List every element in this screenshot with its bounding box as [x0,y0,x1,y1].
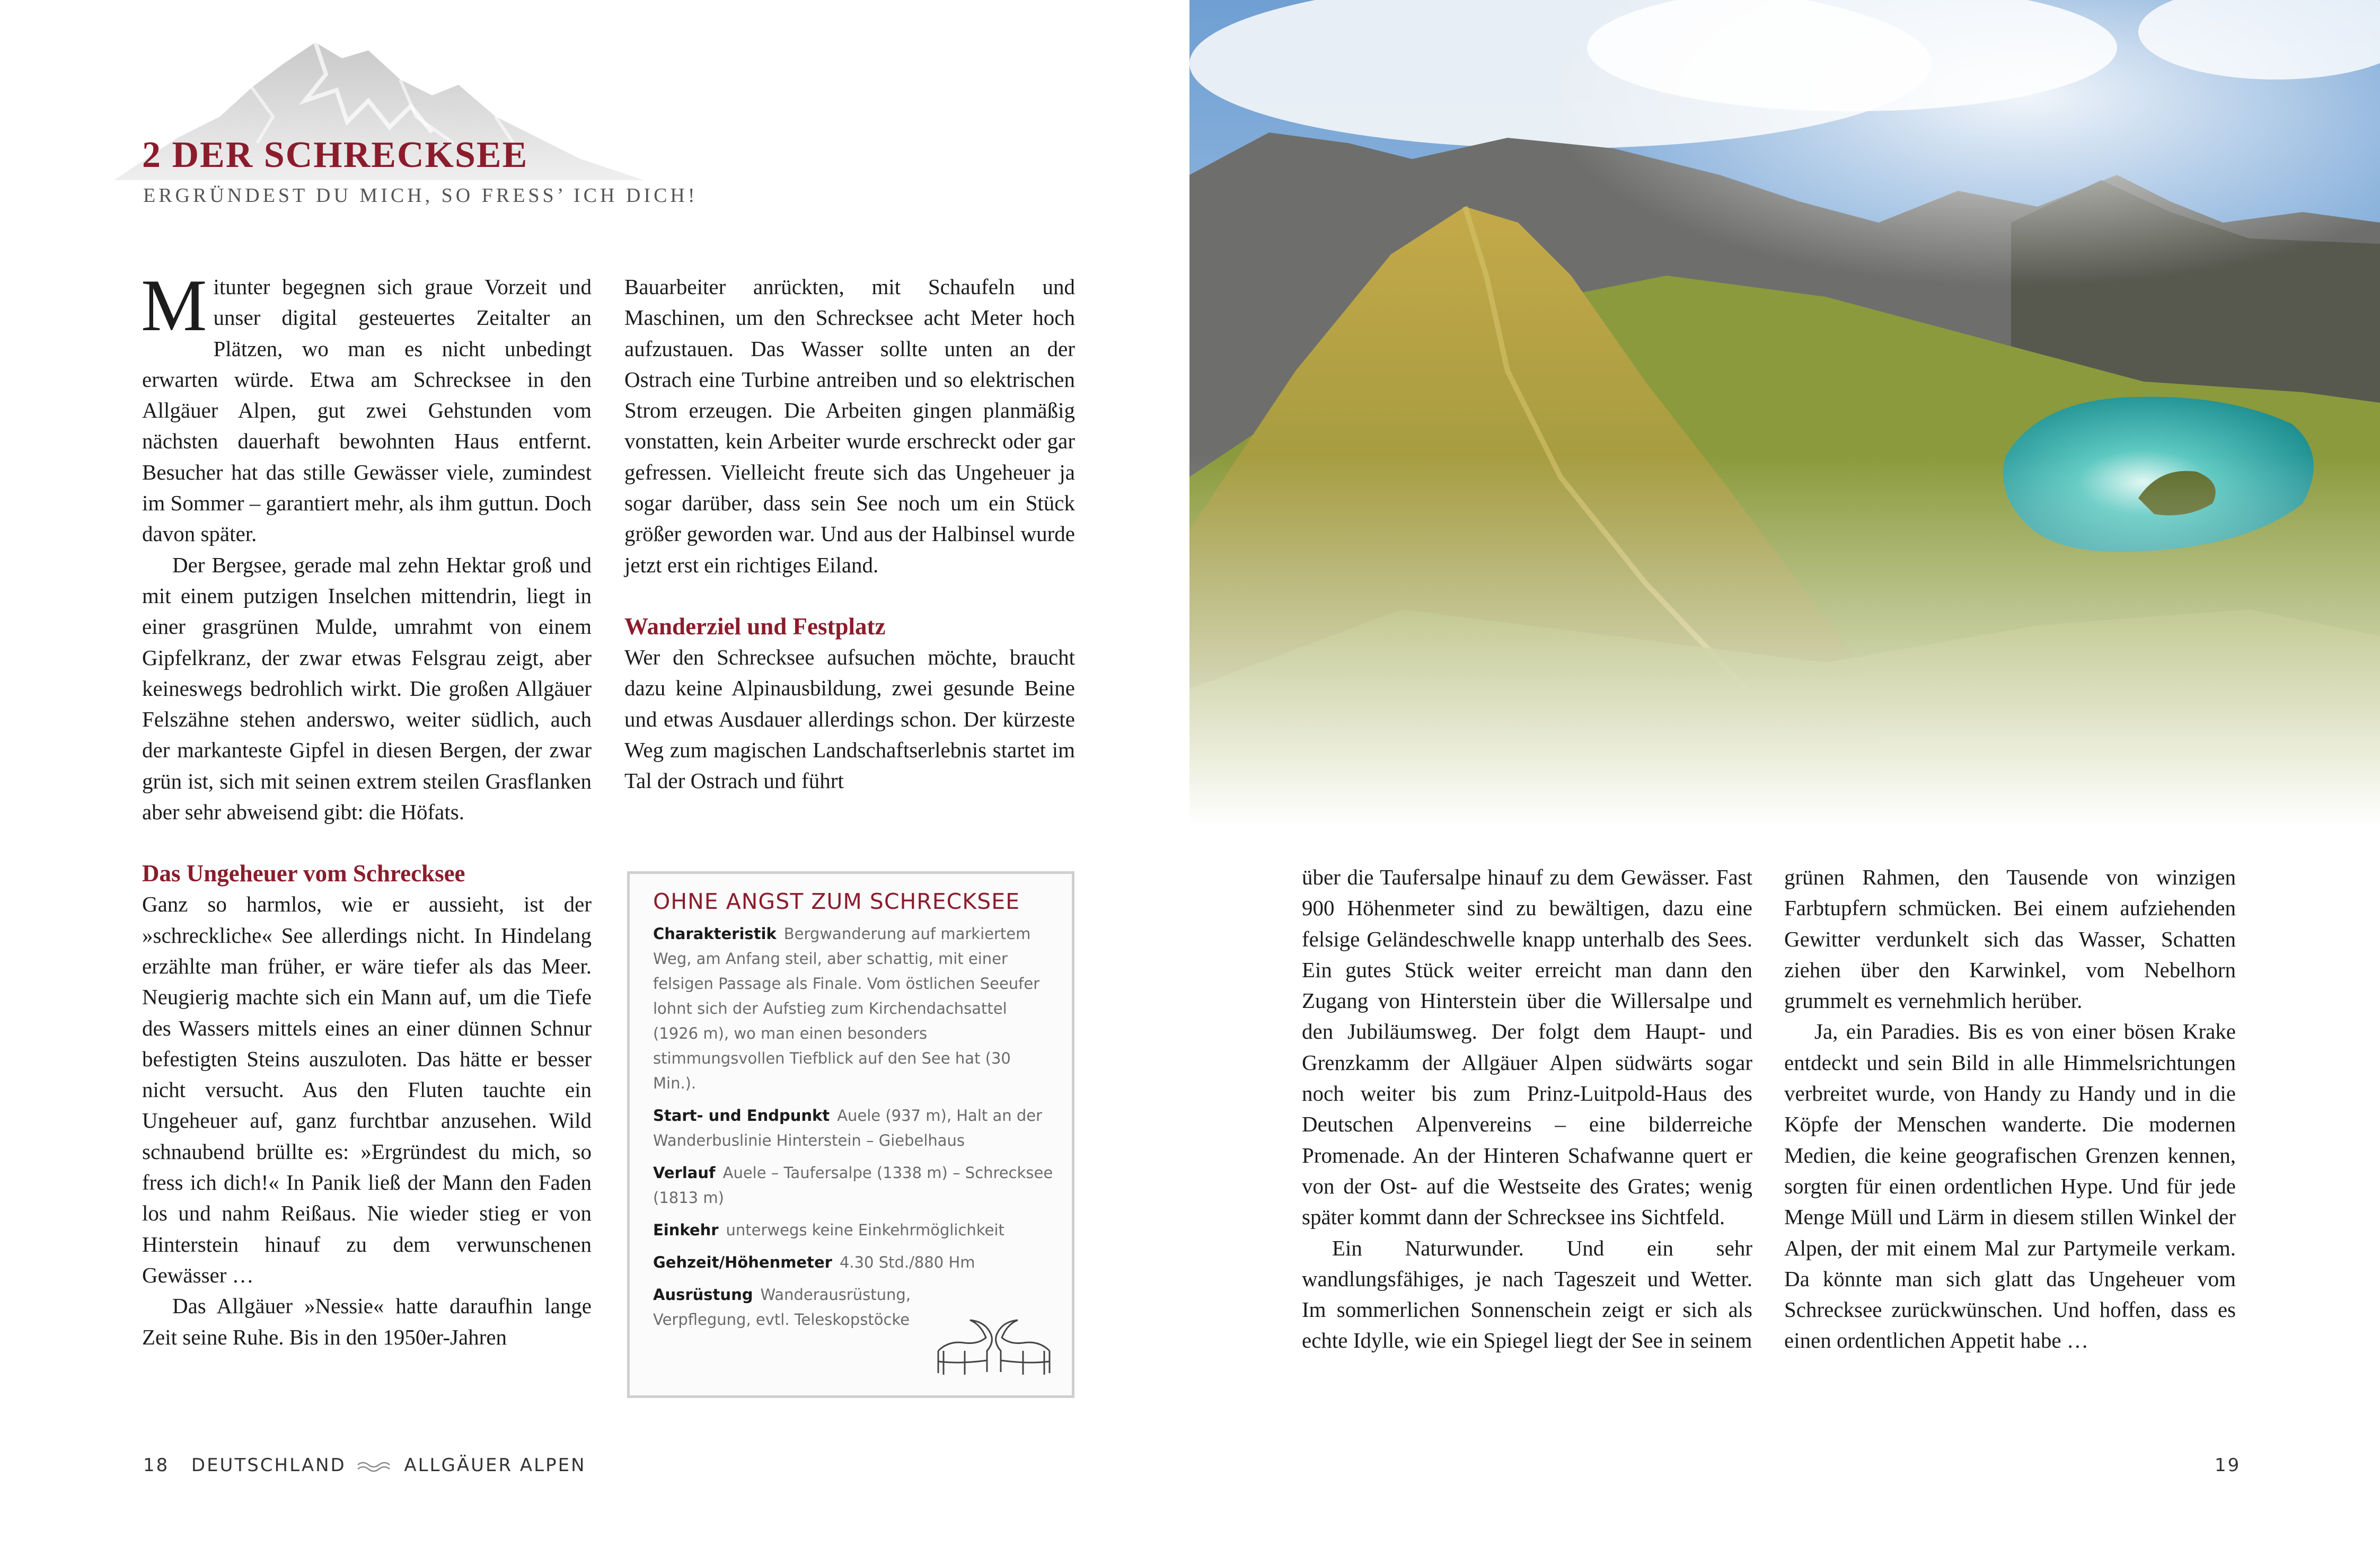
chapter-subtitle: ERGRÜNDEST DU MICH, SO FRESS’ ICH DICH! [143,184,698,207]
chapter-title: 2 DER SCHRECKSEE [142,135,528,175]
paragraph: Ja, ein Paradies. Bis es von einer bösen Krake entdeckt und sein Bild in alle Himmelsrichtungen verbreitet wurde, von Handy zu Handy und in die Köpfe der Menschen wanderte. Die modernen Medien, die keine geografischen Grenzen kennen, sorgten für einen ordentlichen Hype. Und für jede Menge Müll und Lärm in diesem stillen Winkel der Alpen, der mit einem Mal zur Partymeile verkam. Da könnte man sich glatt das Ungeheuer vom Schrecksee zurückwünschen. Und hoffen, dass es einen ordentlichen Appetit habe … [1784,1019,2236,1353]
info-item-start: Start- und Endpunkt Auele (937 m), Halt an der Wanderbuslinie Hinterstein – Giebelhaus [653,1107,1043,1149]
ibex-icon [928,1314,1060,1383]
drop-cap: M [141,264,207,347]
paragraph: Ganz so harmlos, wie er aussieht, ist der »schreckliche« See allerdings nicht. In Hindelang erzählte man früher, er wäre tiefer als das Meer. Neugierig machte sich ein Mann auf, um die Tiefe des Wassers mittels eines an einer dünnen Schnur befestigten Steins auszuloten. Das hätte er besser nicht versucht. Aus den Fluten tauchte ein Ungeheuer auf, ganz furchtbar anzusehen. Wild schnaubend brüllte es: »Ergründest du mich, so fress ich dich!« In Panik ließ der Mann den Faden los und nahm Reißaus. Nie wieder stieg er von Hinterstein hinauf zu dem verwunschenen Gewässer … [142,892,592,1287]
paragraph: Ein Naturwunder. Und ein sehr wandlungsfähiges, je nach Tageszeit und Wetter. Im sommerlichen Sonnenschein zeigt er sich als echte Idylle, wie ein Spiegel liegt der See in seinem [1302,1235,1752,1353]
paragraph: grünen Rahmen, den Tausende von winzigen Farbtupfern schmücken. Bei einem aufziehenden Gewitter verdunkelt sich das Wasser, Schatten ziehen über den Karwinkel, vom Nebelhorn grummelt es vernehmlich herüber. [1784,865,2236,1013]
lake-landscape-photo [1189,0,2380,827]
page-number-left: 18 [143,1455,170,1476]
info-item-characteristics: Charakteristik Bergwanderung auf markiertem Weg, am Anfang steil, aber schattig, mit einer felsigen Passage als Finale. Vom östlichen Seeufer lohnt sich der Aufstieg zum Kirchendachsattel (1926 m), wo man einen besonders stimmungsvollen Tiefblick auf den See hat (30 Min.). [653,925,1040,1092]
intro-paragraph [141,264,592,550]
footer-left [143,1455,586,1476]
info-item-equipment: Ausrüstung Wanderausrüstung, Verpflegung, evtl. Teleskopstöcke [653,1286,911,1329]
column-1 [141,264,592,1352]
info-box [627,871,1074,1398]
page-number-right: 19 [2215,1455,2241,1476]
wave-ornament-icon [357,1459,394,1473]
paragraph: über die Taufersalpe hinauf zu dem Gewässer. Fast 900 Höhenmeter sind zu bewältigen, dazu eine felsige Geländeschwelle knapp unterhalb des Sees. Ein gutes Stück weiter erreicht man dann den Zugang von Hinterstein über die Willersalpe und den Jubiläumsweg. Der folgt dem Haupt- und Grenzkamm der Allgäuer Alpen südwärts sogar noch weiter bis zum Prinz-Luitpold-Haus des Deutschen Alpenvereins – eine bilderreiche Promenade. An der Hinteren Schafwanne quert er von der Ost- auf die Westseite des Grates; wenig später kommt dann der Schrecksee ins Sichtfeld. [1302,865,1752,1229]
column-4 [1784,862,2236,1356]
column-2 [624,271,1075,796]
info-item-refreshment: Einkehr unterwegs keine Einkehrmöglichkeit [653,1221,1004,1239]
section-heading: Das Ungeheuer vom Schrecksee [142,860,465,887]
intro-text: itunter begegnen sich graue Vorzeit und unser digital gesteuertes Zeitalter an Plätzen, wo man es nicht unbedingt erwarten würde. Etwa am Schrecksee in den Allgäuer Alpen, gut zwei Gehstunden vom nächsten dauerhaft bewohnten Haus entfernt. Besucher hat das stille Gewässer viele, zumindest im Sommer – garantiert mehr, als ihm guttun. Doch davon später. [142,275,592,546]
info-item-duration: Gehzeit/Höhenmeter 4.30 Std./880 Hm [653,1253,975,1271]
paragraph: Der Bergsee, gerade mal zehn Hektar groß und mit einem putzigen Inselchen mittendrin, liegt in einer grasgrünen Mulde, umrahmt von einem Gipfelkranz, der zwar etwas Felsgrau zeigt, aber keineswegs bedrohlich wirkt. Die großen Allgäuer Felszähne stehen anderswo, weiter südlich, auch der markanteste Gipfel in diesen Bergen, der zwar grün ist, sich mit seinen extrem steilen Grasflanken aber sehr abweisend gibt: die Höfats. [142,552,592,825]
info-box-title: OHNE ANGST ZUM SCHRECKSEE [653,889,1020,914]
paragraph: Bauarbeiter anrückten, mit Schaufeln und Maschinen, um den Schrecksee acht Meter hoch aufzustauen. Das Wasser sollte unten an der Ostrach eine Turbine antreiben und so elektrischen Strom erzeugen. Die Arbeiten gingen planmäßig vonstatten, kein Arbeiter wurde erschreckt oder gar gefressen. Vielleicht freute sich das Ungeheuer ja sogar darüber, dass sein See noch um ein Stück größer geworden war. Und aus der Halbinsel wurde jetzt erst ein richtiges Eiland. [624,275,1075,577]
info-item-route: Verlauf Auele – Taufersalpe (1338 m) – Schrecksee (1813 m) [653,1164,1053,1207]
footer-country: DEUTSCHLAND [191,1455,346,1476]
footer-region: ALLGÄUER ALPEN [404,1455,586,1476]
section-heading: Wanderziel und Festplatz [624,613,886,640]
paragraph: Wer den Schrecksee aufsuchen möchte, braucht dazu keine Alpinausbildung, zwei gesunde Beine und etwas Ausdauer allerdings schon. Der kürzeste Weg zum magischen Landschaftserlebnis startet im Tal der Ostrach und führt [624,644,1075,793]
column-3 [1302,862,1752,1356]
paragraph: Das Allgäuer »Nessie« hatte daraufhin lange Zeit seine Ruhe. Bis in den 1950er-Jahren [142,1294,592,1349]
